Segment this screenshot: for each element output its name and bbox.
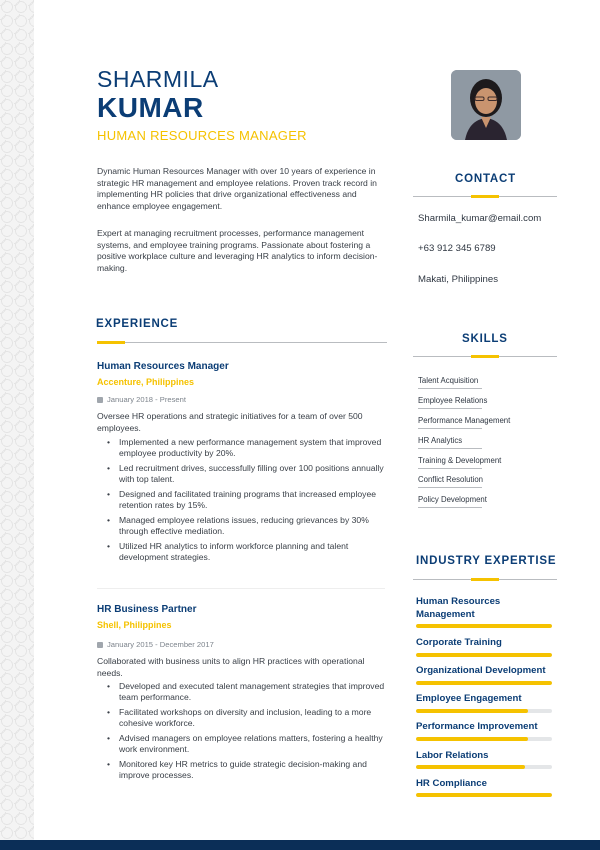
job-2-bullet: • Advised managers on employee relations matters, fostering a healthy work environment. (107, 733, 392, 755)
summary-paragraph-2: Expert at managing recruitment processes, performance management systems, and employee training programs. Passionate about fostering a positive workplace culture and leveraging HR analytics to inform decision-making. (97, 228, 378, 273)
expertise-heading: INDUSTRY EXPERTISE (416, 555, 557, 567)
expertise-bar-fill (416, 765, 525, 769)
skill-underline (418, 448, 482, 449)
expertise-bar (416, 709, 552, 713)
expertise-label: Organizational Development (416, 665, 546, 676)
experience-heading: EXPERIENCE (96, 318, 179, 330)
contact-phone[interactable]: +63 912 345 6789 (418, 243, 496, 254)
expertise-bar (416, 681, 552, 685)
contact-accent (471, 195, 499, 198)
job-1-role: Human Resources Manager (97, 361, 229, 372)
expertise-bar (416, 793, 552, 797)
expertise-bar (416, 737, 552, 741)
first-name: SHARMILA (97, 66, 219, 92)
skills-accent (471, 355, 499, 358)
expertise-bar-fill (416, 737, 528, 741)
skill-underline (418, 408, 482, 409)
job-1-summary: Oversee HR operations and strategic initiatives for a team of over 500 employees. (97, 411, 363, 433)
skill-item: HR Analytics (418, 436, 463, 445)
contact-location: Makati, Philippines (418, 274, 498, 285)
job-1-bullets (107, 437, 392, 567)
job-2-bullets (107, 681, 392, 785)
profile-photo-image (451, 70, 521, 140)
job-2-role: HR Business Partner (97, 604, 197, 615)
skill-underline (418, 388, 482, 389)
job-2-bullet: • Facilitated workshops on diversity and inclusion, leading to a more cohesive workforce. (107, 707, 392, 729)
skill-item: Policy Development (418, 495, 487, 504)
expertise-bar (416, 653, 552, 657)
summary-paragraph-1: Dynamic Human Resources Manager with over 10 years of experience in strategic HR management and employee relations. Proven track record in implementing HR policies that drive organizational effectiveness and enhance employee engagement. (97, 166, 377, 211)
skill-underline (418, 428, 482, 429)
job-2-dates-text: January 2015 - December 2017 (107, 640, 214, 649)
expertise-label: Employee Engagement (416, 693, 522, 704)
job-title: HUMAN RESOURCES MANAGER (97, 128, 307, 143)
expertise-bar (416, 765, 552, 769)
skill-item: Employee Relations (418, 396, 488, 405)
job-1-bullet: • Utilized HR analytics to inform workforce planning and talent development strategies. (107, 541, 392, 563)
skill-underline (418, 507, 482, 508)
skill-underline (418, 487, 482, 488)
job-2-bullet: • Developed and executed talent management strategies that improved team performance. (107, 681, 392, 703)
expertise-label: Corporate Training (416, 637, 502, 648)
expertise-bar-fill (416, 709, 528, 713)
decorative-pattern-strip (0, 0, 34, 850)
expertise-bar-fill (416, 653, 552, 657)
job-1-bullet: • Managed employee relations issues, reducing grievances by 30% through effective mediation. (107, 515, 392, 537)
expertise-bar-fill (416, 681, 552, 685)
skill-item: Conflict Resolution (418, 475, 484, 484)
job-2-dates (97, 640, 214, 649)
job-2-company: Shell, Philippines (97, 620, 172, 630)
job-1-dates (97, 395, 186, 404)
expertise-bar-fill (416, 624, 552, 628)
footer-bar (0, 840, 600, 850)
expertise-label: Human Resources Management (416, 596, 501, 620)
job-divider (97, 588, 385, 589)
experience-rule (97, 342, 387, 343)
expertise-bar (416, 624, 552, 628)
contact-email[interactable]: Sharmila_kumar@email.com (418, 213, 542, 224)
job-1-company: Accenture, Philippines (97, 377, 195, 387)
expertise-accent (471, 578, 499, 581)
job-1-bullet: • Implemented a new performance management system that improved employee productivity by 20%. (107, 437, 392, 459)
skill-item: Performance Management (418, 416, 511, 425)
experience-accent (97, 341, 125, 344)
calendar-icon (97, 397, 103, 403)
expertise-bar-fill (416, 793, 552, 797)
job-1-dates-text: January 2018 - Present (107, 395, 186, 404)
calendar-icon (97, 642, 103, 648)
skills-heading: SKILLS (462, 333, 508, 345)
job-1-bullet: • Led recruitment drives, successfully filling over 100 positions annually with top talent. (107, 463, 392, 485)
last-name: KUMAR (97, 92, 204, 123)
contact-heading: CONTACT (455, 173, 516, 185)
skill-item: Training & Development (418, 456, 502, 465)
expertise-label: Labor Relations (416, 750, 489, 761)
profile-photo (451, 70, 521, 140)
expertise-label: HR Compliance (416, 778, 487, 789)
job-1-bullet: • Designed and facilitated training programs that increased employee retention rates by 15%. (107, 489, 392, 511)
skill-item: Talent Acquisition (418, 376, 479, 385)
expertise-label: Performance Improvement (416, 721, 538, 732)
job-2-summary: Collaborated with business units to align HR practices with operational needs. (97, 656, 365, 678)
skill-underline (418, 468, 482, 469)
job-2-bullet: • Monitored key HR metrics to guide strategic decision-making and improve processes. (107, 759, 392, 781)
